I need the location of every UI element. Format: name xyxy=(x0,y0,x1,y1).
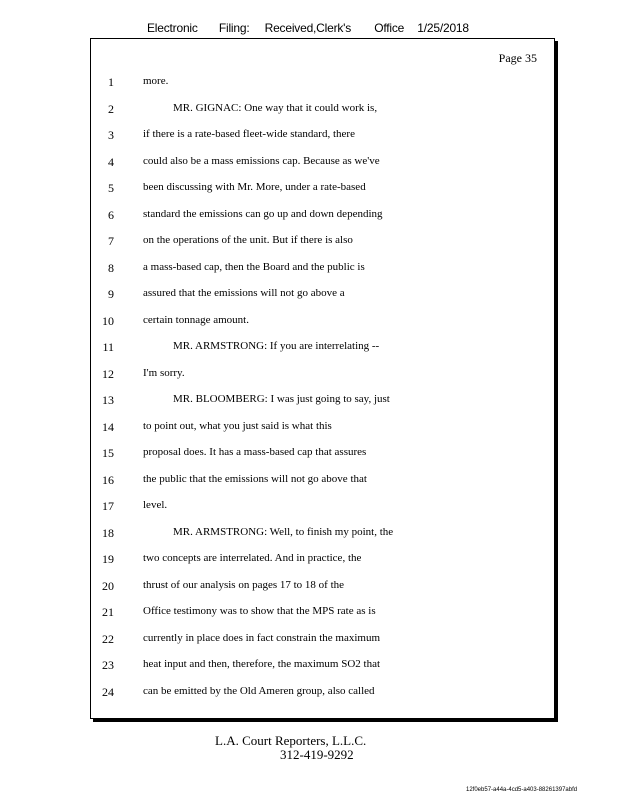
line-text: two concepts are interrelated. And in practice, the xyxy=(143,552,362,564)
line-text: on the operations of the unit. But if there is also xyxy=(143,234,353,246)
line-text: heat input and then, therefore, the maximum SO2 that xyxy=(143,658,381,670)
line-text: certain tonnage amount. xyxy=(143,313,249,326)
footer-phone: 312-419-9292 xyxy=(280,747,354,762)
line-number: 5 xyxy=(108,181,114,195)
line-text: proposal does. It has a mass-based cap that assures xyxy=(143,446,367,458)
transcript-line xyxy=(91,234,554,250)
transcript-line xyxy=(91,287,554,303)
transcript-line xyxy=(91,446,554,462)
line-number: 2 xyxy=(108,101,114,116)
line-text: currently in place does in fact constrain the maximum xyxy=(143,631,381,644)
transcript-line xyxy=(91,75,554,91)
transcript-line xyxy=(91,367,554,383)
line-text: thrust of our analysis on pages 17 to 18 of the xyxy=(143,578,345,591)
page-number: Page 35 xyxy=(498,51,537,65)
footer-company: L.A. Court Reporters, L.L.C. xyxy=(215,733,367,748)
line-number: 16 xyxy=(102,472,114,487)
transcript-line xyxy=(91,314,554,330)
transcript-page xyxy=(90,38,555,719)
line-number: 20 xyxy=(102,578,114,593)
filing-header-office: Office xyxy=(374,21,405,35)
line-text: MR. GIGNAC: One way that it could work is, xyxy=(173,101,378,114)
line-number: 24 xyxy=(102,684,114,699)
transcript-line xyxy=(91,420,554,436)
line-text: the public that the emissions will not go above that xyxy=(143,472,367,485)
transcript-line xyxy=(91,208,554,224)
transcript-line xyxy=(91,605,554,621)
line-number: 3 xyxy=(108,128,114,142)
line-text: MR. BLOOMBERG: I was just going to say, just xyxy=(173,393,390,405)
transcript-line xyxy=(91,499,554,515)
transcript-line xyxy=(91,340,554,356)
transcript-line xyxy=(91,102,554,118)
line-text: to point out, what you just said is what this xyxy=(143,419,332,432)
line-number: 18 xyxy=(102,525,114,540)
transcript-line xyxy=(91,128,554,144)
line-number: 19 xyxy=(102,552,114,566)
line-number: 23 xyxy=(102,658,114,672)
line-text: could also be a mass emissions cap. Because as we've xyxy=(143,154,380,167)
line-number: 10 xyxy=(102,313,114,328)
transcript-line xyxy=(91,181,554,197)
line-number: 8 xyxy=(108,260,114,275)
transcript-line xyxy=(91,473,554,489)
transcript-line xyxy=(91,579,554,595)
filing-header-filing: Filing: xyxy=(218,21,250,35)
transcript-line xyxy=(91,632,554,648)
line-text: standard the emissions can go up and down depending xyxy=(143,207,383,220)
line-number: 7 xyxy=(108,234,114,248)
transcript-line xyxy=(91,155,554,171)
line-number: 15 xyxy=(102,446,114,460)
transcript-line xyxy=(91,685,554,701)
line-number: 12 xyxy=(102,366,114,381)
filing-header xyxy=(147,21,469,35)
line-number: 13 xyxy=(102,393,114,407)
transcript-line xyxy=(91,658,554,674)
line-text: can be emitted by the Old Ameren group, also called xyxy=(143,684,375,697)
line-text: Office testimony was to show that the MPS rate as is xyxy=(143,605,376,617)
line-number: 6 xyxy=(108,207,114,222)
line-number: 17 xyxy=(102,499,114,513)
filing-header-received: Received,Clerk's xyxy=(264,21,352,35)
transcript-line xyxy=(91,552,554,568)
line-text: more. xyxy=(143,75,169,87)
line-text: assured that the emissions will not go above a xyxy=(143,287,345,299)
transcript-line xyxy=(91,261,554,277)
line-text: MR. ARMSTRONG: If you are interrelating -- xyxy=(173,340,380,352)
line-text: if there is a rate-based fleet-wide standard, there xyxy=(143,128,355,140)
line-text: level. xyxy=(143,499,168,511)
line-number: 1 xyxy=(108,75,114,89)
line-number: 11 xyxy=(102,340,114,354)
line-text: been discussing with Mr. More, under a rate-based xyxy=(143,181,366,193)
line-number: 4 xyxy=(108,154,114,169)
transcript-line xyxy=(91,393,554,409)
filing-header-electronic: Electronic xyxy=(147,21,198,35)
line-number: 9 xyxy=(108,287,114,301)
line-text: MR. ARMSTRONG: Well, to finish my point, the xyxy=(173,525,394,538)
line-number: 22 xyxy=(102,631,114,646)
transcript-line xyxy=(91,526,554,542)
filing-header-date: 1/25/2018 xyxy=(417,21,469,35)
document-id: 12f0eb57-a44a-4cd5-a403-88261397abfd xyxy=(466,787,578,793)
line-number: 21 xyxy=(102,605,114,619)
line-text: a mass-based cap, then the Board and the public is xyxy=(143,260,365,273)
line-number: 14 xyxy=(102,419,114,434)
line-text: I'm sorry. xyxy=(143,366,185,379)
